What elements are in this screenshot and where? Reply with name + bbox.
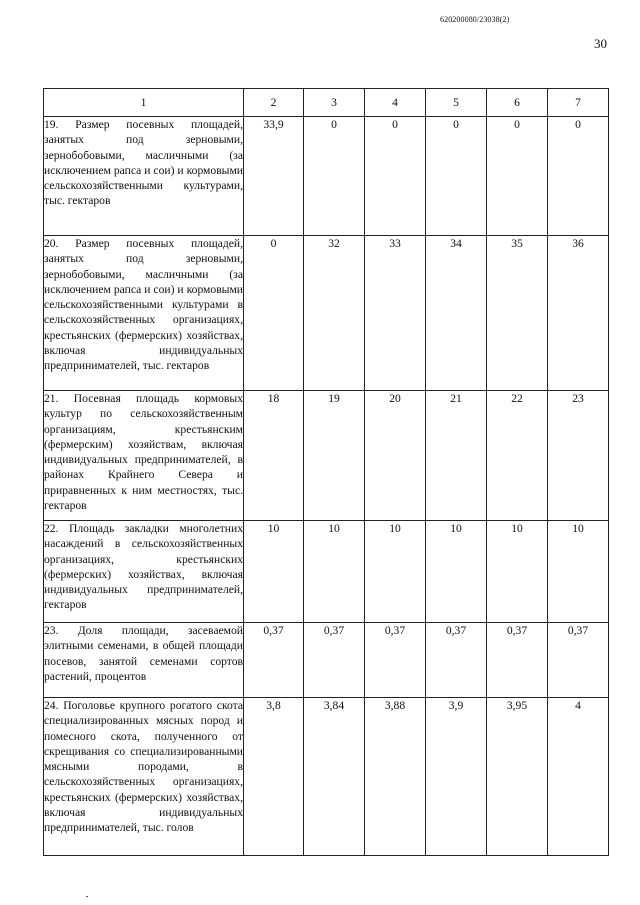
table-header-row	[44, 89, 609, 117]
value-cell: 33,9	[244, 117, 304, 236]
value-cell: 10	[487, 521, 548, 623]
column-header-7: 7	[548, 89, 609, 117]
column-header-4: 4	[365, 89, 426, 117]
value-cell: 10	[244, 521, 304, 623]
value-cell: 35	[487, 236, 548, 391]
indicators-table	[43, 88, 609, 856]
value-cell: 36	[548, 236, 609, 391]
value-cell: 32	[304, 236, 365, 391]
document-code: 620200080/23038(2)	[440, 15, 510, 24]
value-cell: 0	[365, 117, 426, 236]
value-cell: 0	[487, 117, 548, 236]
value-cell: 33	[365, 236, 426, 391]
column-header-5: 5	[426, 89, 487, 117]
table-row	[44, 236, 609, 391]
indicator-cell: 22. Площадь закладки многолетних насаждений в сельскохозяйственных организациях, крестьянских (фермерских) хозяйствах, включая индивидуальных предпринимателей, гектаров	[44, 521, 244, 623]
column-header-1: 1	[44, 89, 244, 117]
scan-mark	[86, 896, 88, 897]
indicator-cell: 19. Размер посевных площадей, занятых под зерновыми, зернобобовыми, масличными (за исключением рапса и сои) и кормовыми сельскохозяйственными культурами, тыс. гектаров	[44, 117, 244, 236]
indicator-cell: 23. Доля площади, засеваемой элитными семенами, в общей площади посевов, занятой семенами сортов растений, процентов	[44, 623, 244, 698]
value-cell: 4	[548, 698, 609, 856]
value-cell: 0	[548, 117, 609, 236]
column-header-3: 3	[304, 89, 365, 117]
value-cell: 0	[244, 236, 304, 391]
value-cell: 3,95	[487, 698, 548, 856]
value-cell: 0	[304, 117, 365, 236]
value-cell: 0,37	[365, 623, 426, 698]
table-row	[44, 117, 609, 236]
indicator-cell: 21. Посевная площадь кормовых культур по сельскохозяйственным организациям, крестьянским (фермерским) хозяйствам, включая индивидуальных предпринимателей, в районах Крайнего Севера и приравненных к ним местностях, тыс. гектаров	[44, 391, 244, 521]
value-cell: 0,37	[304, 623, 365, 698]
value-cell: 3,88	[365, 698, 426, 856]
page-number: 30	[594, 36, 607, 51]
value-cell: 34	[426, 236, 487, 391]
column-header-6: 6	[487, 89, 548, 117]
value-cell: 20	[365, 391, 426, 521]
table-row	[44, 623, 609, 698]
value-cell: 10	[426, 521, 487, 623]
value-cell: 23	[548, 391, 609, 521]
table-row	[44, 391, 609, 521]
value-cell: 18	[244, 391, 304, 521]
value-cell: 21	[426, 391, 487, 521]
value-cell: 0,37	[426, 623, 487, 698]
value-cell: 10	[304, 521, 365, 623]
table-row	[44, 698, 609, 856]
value-cell: 0,37	[487, 623, 548, 698]
table-row	[44, 521, 609, 623]
value-cell: 0,37	[244, 623, 304, 698]
value-cell: 22	[487, 391, 548, 521]
column-header-2: 2	[244, 89, 304, 117]
indicator-cell: 24. Поголовье крупного рогатого скота специализированных мясных пород и помесного скота, полученного от скрещивания со специализированными мясными породами, в сельскохозяйственных организациях, крестьянских (фермерских) хозяйствах, включая индивидуальных предпринимателей, тыс. голов	[44, 698, 244, 856]
value-cell: 0,37	[548, 623, 609, 698]
value-cell: 3,84	[304, 698, 365, 856]
value-cell: 3,8	[244, 698, 304, 856]
value-cell: 10	[548, 521, 609, 623]
value-cell: 3,9	[426, 698, 487, 856]
value-cell: 19	[304, 391, 365, 521]
indicator-cell: 20. Размер посевных площадей, занятых под зерновыми, зернобобовыми, масличными (за исключением рапса и сои) и кормовыми сельскохозяйственными культурами в сельскохозяйственных организациях, крестьянских (фермерских) хозяйствах, включая индивидуальных предпринимателей, тыс. гектаров	[44, 236, 244, 391]
value-cell: 0	[426, 117, 487, 236]
value-cell: 10	[365, 521, 426, 623]
